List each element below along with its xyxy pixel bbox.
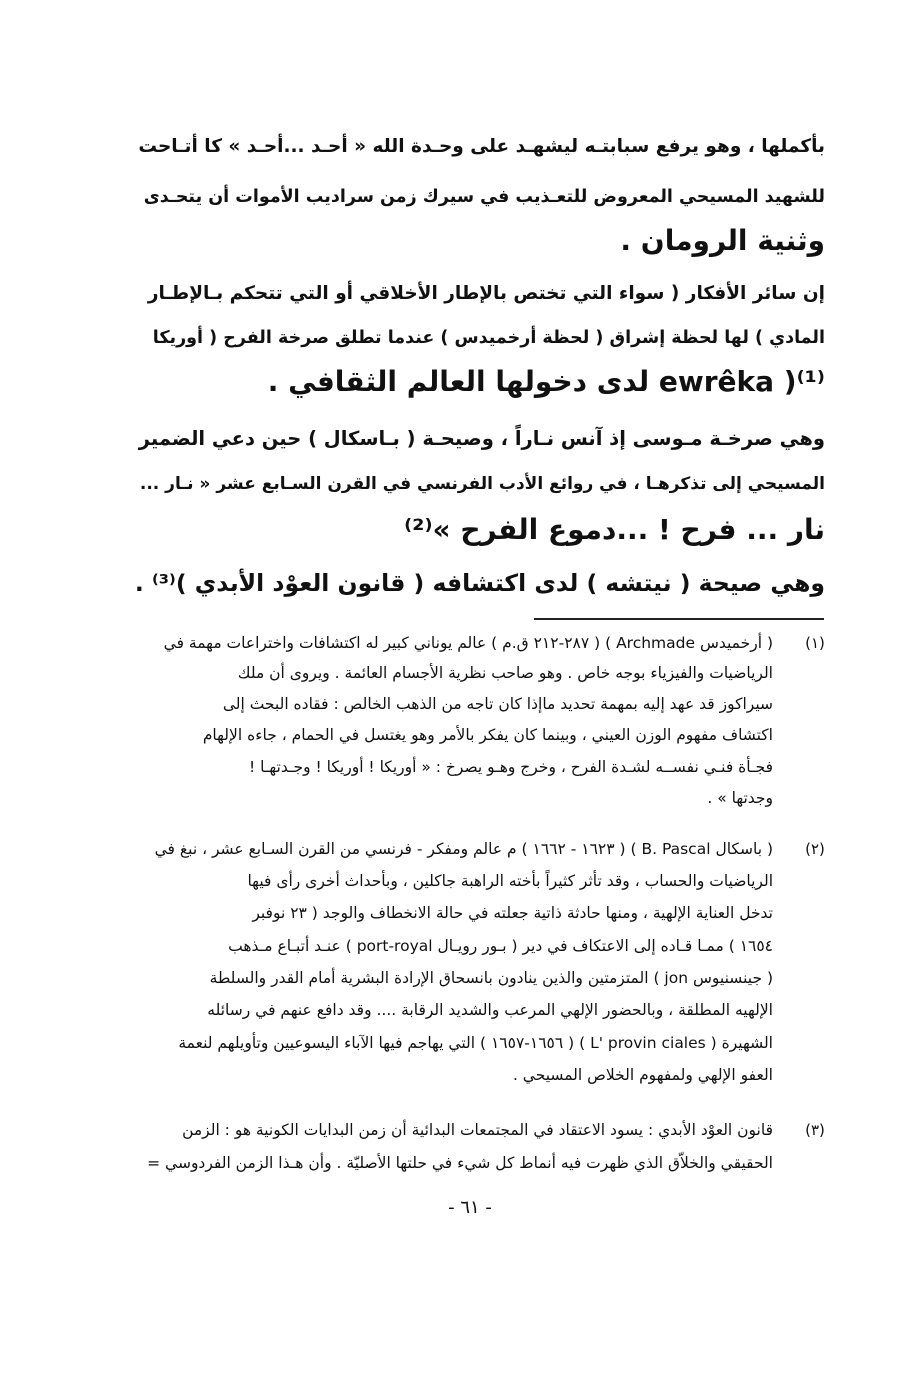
text-line: للشهيد المسيحي المعروض للتعـذيب في سيرك زمن سراديب الأموات أن يتحـدى bbox=[143, 187, 825, 207]
text-line: بأكملها ، وهو يرفع سبابتـه ليشهـد على وحـدة الله « أحـد ...أحـد » كا أتـاحت bbox=[138, 136, 825, 157]
footnote-line: ( باسكال B. Pascal ) ( ١٦٢٣ - ١٦٦٢ ) م عالم ومفكر - فرنسي من القرن السـابع عشر ، نبغ في bbox=[154, 840, 773, 858]
text-line: المادي ) لها لحظة إشراق ( لحظة أرخميدس ) عندما تطلق صرخة الفرح ( أوريكا bbox=[152, 328, 825, 348]
footnote-line: الحقيقي والخلاّق الذي ظهرت فيه أنماط كل شيء في حلتها الأصليّة . وأن هـذا الزمن الفردوسي = bbox=[147, 1154, 773, 1172]
page-number: - ٦١ - bbox=[448, 1197, 492, 1218]
footnote-line: الرياضيات والحساب ، وقد تأثر كثيراً بأخته الراهبة جاكلين ، وبأحداث أخرى رأى فيها bbox=[247, 872, 773, 890]
text-line: وهي صيحة ( نيتشه ) لدى اكتشافه ( قانون العوْد الأبدي )⁽³⁾ . bbox=[134, 569, 825, 597]
text-line: المسيحي إلى تذكرهـا ، في روائع الأدب الفرنسي في القرن السـابع عشر « نـار ... bbox=[139, 474, 825, 494]
footnote-line: تدخل العناية الإلهية ، ومنها حادثة ذاتية جعلته في حالة الانخطاف والوجد ( ٢٣ نوفبر bbox=[252, 904, 773, 922]
footnote-line: اكتشاف مفهوم الوزن العيني ، وبينما كان يفكر بالأمر وهو يغتسل في الحمام ، جاءه الإلهام bbox=[202, 726, 773, 744]
text-line: إن سائر الأفكار ( سواء التي تختص بالإطار الأخلاقي أو التي تتحكم بـالإطـار bbox=[147, 283, 825, 304]
footnote-number: (١) bbox=[805, 634, 825, 652]
footnote-line: العفو الإلهي ولمفهوم الخلاص المسيحي . bbox=[512, 1066, 773, 1084]
footnote-line: فجـأة فنـي نفســه لشـدة الفرح ، وخرج وهـو يصرخ : « أوريكا ! أوريكا ! وجـدتهـا ! bbox=[248, 758, 773, 776]
footnote-line: قانون العوْد الأبدي : يسود الاعتقاد في المجتمعات البدائية أن زمن البدايات الكونية هو : الزمن bbox=[182, 1121, 773, 1139]
footnote-line: الشهيرة ( L' provin ciales ) ( ١٦٥٦-١٦٥٧ ) التي يهاجم فيها الآباء اليسوعيين وتأويلهم لنعمة bbox=[178, 1034, 773, 1052]
text-line: وهي صرخـة مـوسى إذ آنس نـاراً ، وصيحـة ( بـاسكال ) حين دعي الضمير bbox=[138, 427, 825, 450]
footnote-line: الإلهيه المطلقة ، وبالحضور الإلهي المرعب والشديد الرقابة .... وقد دافع عنهم في رسائله bbox=[207, 1001, 773, 1019]
text-line: وثنية الرومان . bbox=[620, 224, 825, 257]
text-line: ewrêka )⁽¹⁾ لدى دخولها العالم الثقافي . bbox=[267, 365, 825, 398]
footnote-line: سيراكوز قد عهد إليه بمهمة تحديد ماإذا كان تاجه من الذهب الخالص : فقاده البحث إلى bbox=[222, 695, 773, 713]
footnote-number: (٣) bbox=[805, 1121, 825, 1139]
footnote-line: الرياضيات والفيزياء بوجه خاص . وهو صاحب نظرية الأجسام العائمة . ويروى أن ملك bbox=[237, 664, 773, 682]
footnote-line: ( أرخميدس Archmade ) ( ٢٨٧-٢١٢ ق.م ) عالم يوناني كبير له اكتشافات واختراعات مهمة في bbox=[163, 634, 773, 652]
footnote-separator bbox=[534, 618, 824, 620]
footnote-line: وجدتها » . bbox=[707, 789, 773, 807]
footnote-number: (٢) bbox=[805, 840, 825, 858]
footnote-line: ١٦٥٤ ) ممـا قـاده إلى الاعتكاف في دير ( بـور رويـال port-royal ) عنـد أتبـاع مـذهب bbox=[228, 937, 773, 955]
text-line: نار ... فرح ! ...دموع الفرح »⁽²⁾ bbox=[404, 513, 825, 546]
footnote-line: ( جينسنيوس jon ) المتزمتين والذين ينادون بانسحاق الإرادة البشرية أمام القدر والسلطة bbox=[209, 969, 773, 987]
